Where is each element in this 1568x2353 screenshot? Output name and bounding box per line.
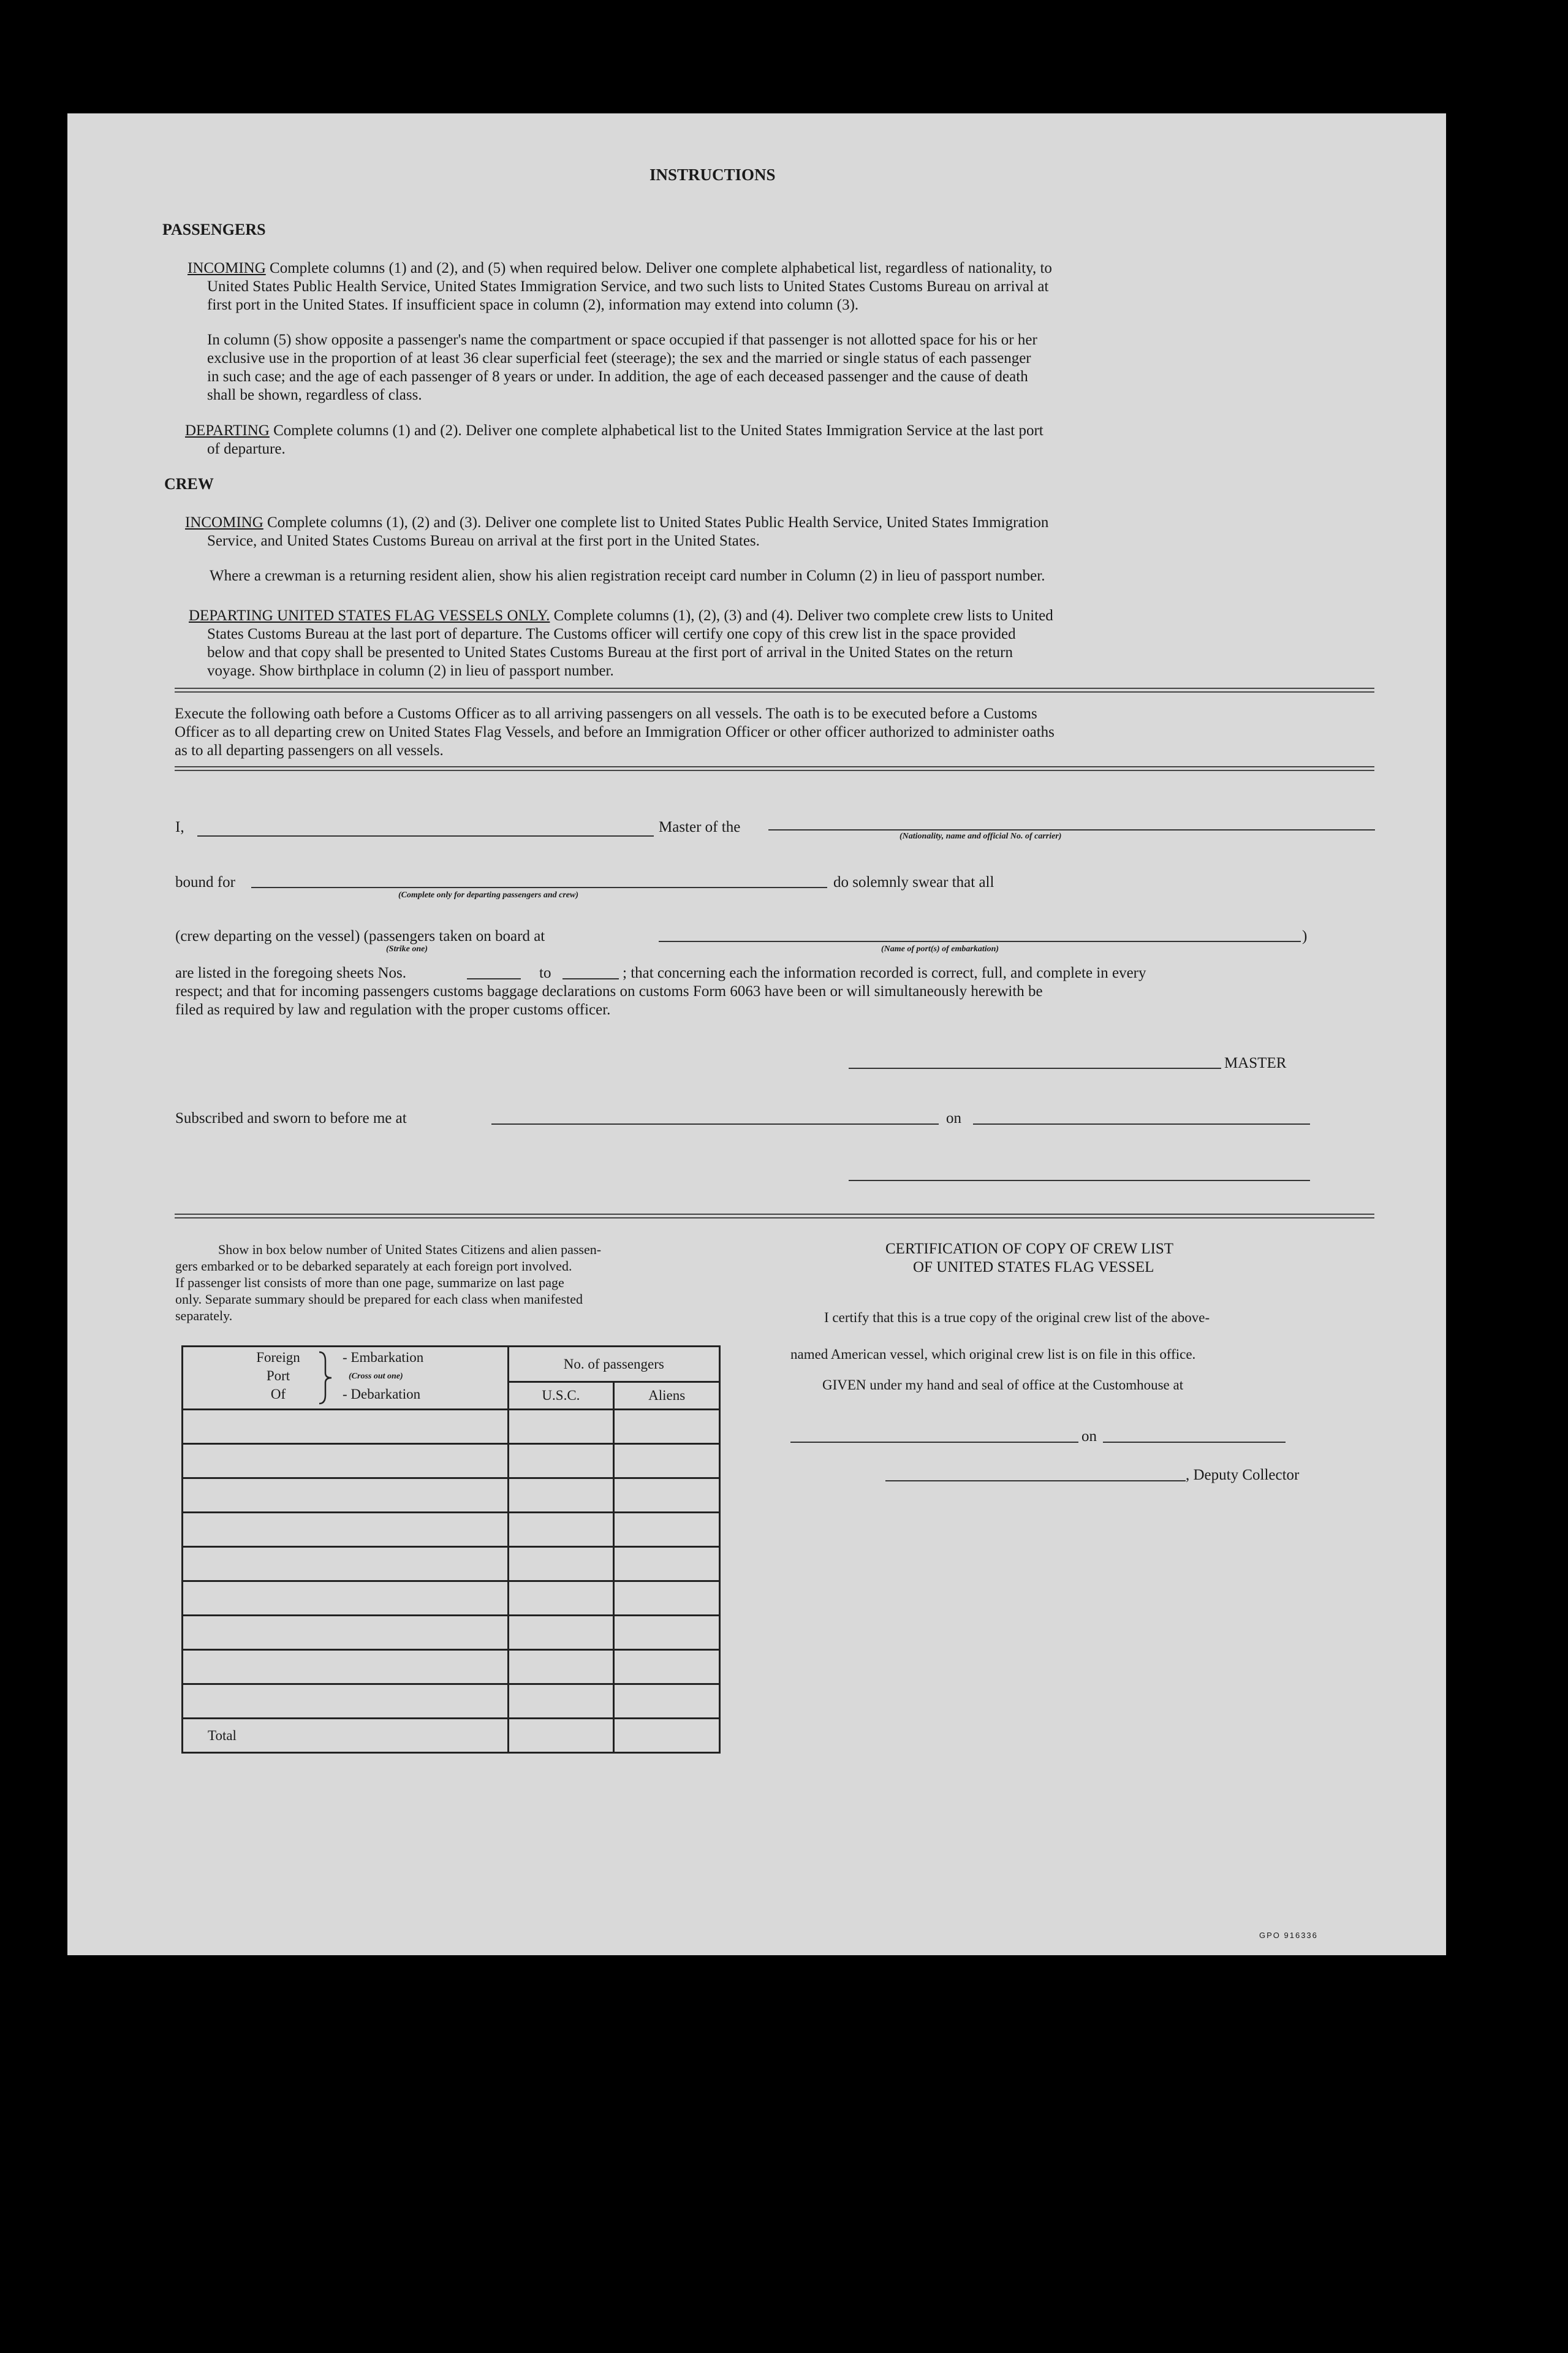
table-row [183,1444,720,1478]
cross-out-hint: (Cross out one) [349,1372,403,1381]
carrier-hint: (Nationality, name and official No. of carrier) [900,832,1062,841]
embarkation-option[interactable]: - Embarkation [343,1350,424,1365]
summary-intro-line-4: only. Separate summary should be prepared for each class when manifested [175,1291,583,1307]
certification-line-2: named American vessel, which original crew list is on file in this office. [790,1347,1196,1362]
certification-on-label: on [1081,1428,1097,1445]
summary-intro-line-2: gers embarked or to be debarked separately at each foreign port involved. [175,1258,572,1274]
table-row [183,1581,720,1616]
certification-date-field[interactable] [1103,1442,1286,1443]
listed-line-3: filed as required by law and regulation with the proper customs officer. [175,1002,611,1018]
gpo-code: GPO 916336 [1259,1931,1318,1940]
column5-line-1: In column (5) show opposite a passenger's name the compartment or space occupied if that passenger is not allotted space for his or her [207,332,1037,348]
total-row [183,1719,720,1753]
deputy-collector-label: , Deputy Collector [1186,1467,1300,1483]
oath-i-label: I, [175,819,184,835]
carrier-field[interactable] [768,829,1375,831]
passengers-incoming-label: INCOMING [187,260,266,276]
table-row [183,1616,720,1650]
crew-departing-line-3: below and that copy shall be presented to United States Customs Bureau at the first port of arrival in the United States on the return [207,644,1013,661]
passengers-departing-line-2: of departure. [207,441,286,457]
summary-intro-line-5: separately. [175,1308,233,1323]
bound-for-label: bound for [175,874,235,891]
summary-intro-line-1: Show in box below number of United States Citizens and alien passen- [218,1242,602,1257]
passengers-incoming-line-2: United States Public Health Service, United States Immigration Service, and two such lists to United States Customs Bureau on arrival at [207,278,1049,295]
certification-heading-2: OF UNITED STATES FLAG VESSEL [913,1259,1154,1275]
usc-header: U.S.C. [508,1382,614,1410]
bound-for-field[interactable] [251,887,827,888]
table-row [183,1478,720,1513]
debarkation-option[interactable]: - Debarkation [343,1386,421,1402]
divider [175,1214,1374,1218]
aliens-header: Aliens [614,1382,720,1410]
listed-to: to [539,965,551,981]
port-header-cell [183,1347,509,1410]
table-row [183,1650,720,1684]
sworn-on-label: on [946,1110,961,1127]
strike-hint: (Strike one) [386,945,428,954]
officer-signature-field[interactable] [849,1180,1310,1181]
sheet-from-field[interactable] [467,978,521,979]
passengers-incoming-line-3: first port in the United States. If insufficient space in column (2), information may extend into column (3). [207,297,859,313]
sworn-place-field[interactable] [491,1123,939,1125]
customhouse-field[interactable] [790,1442,1078,1443]
master-name-field[interactable] [197,835,654,837]
total-label: Total [183,1719,509,1753]
listed-text-1: are listed in the foregoing sheets Nos. [175,965,406,981]
oath-instructions-line-3: as to all departing passengers on all vessels. [175,742,444,759]
brace-icon [317,1351,335,1405]
divider [175,766,1374,771]
close-paren: ) [1302,928,1308,945]
certification-heading-1: CERTIFICATION OF COPY OF CREW LIST [885,1241,1174,1257]
ports-hint: (Name of port(s) of embarkation) [881,945,999,954]
crew-departing-label: DEPARTING UNITED STATES FLAG VESSELS ONLY. [189,607,550,624]
port-header-label: Foreign Port Of [256,1350,300,1402]
form-page [67,113,1446,1955]
crew-incoming-line-1: INCOMING Complete columns (1), (2) and (3). Deliver one complete list to United States Public Health Service, United States Immigration [185,514,1049,531]
strike-text: (crew departing on the vessel) (passengers taken on board at [175,928,545,945]
crew-incoming-label: INCOMING [185,514,263,531]
master-of-the-label: Master of the [659,819,741,835]
table-row [183,1684,720,1719]
passengers-incoming-line-1: INCOMING Complete columns (1) and (2), and (5) when required below. Deliver one complete alphabetical list, regardless of nationality, to [187,260,1052,276]
page-title: INSTRUCTIONS [650,165,776,184]
certification-line-3: GIVEN under my hand and seal of office at the Customhouse at [822,1377,1184,1393]
sworn-date-field[interactable] [973,1123,1310,1125]
summary-intro-line-3: If passenger list consists of more than one page, summarize on last page [175,1275,564,1290]
no-passengers-header: No. of passengers [508,1347,719,1382]
total-usc-cell[interactable] [508,1719,614,1753]
table-row [183,1513,720,1547]
oath-instructions-line-1: Execute the following oath before a Customs Officer as to all arriving passengers on all vessels. The oath is to be executed before a Customs [175,705,1037,722]
crew-departing-line-1: DEPARTING UNITED STATES FLAG VESSELS ONLY. Complete columns (1), (2), (3) and (4). Deliver two complete crew lists to United [189,607,1053,624]
solemnly-swear-text: do solemnly swear that all [833,874,994,891]
table-row [183,1547,720,1581]
certification-line-1: I certify that this is a true copy of the original crew list of the above- [824,1310,1210,1325]
listed-text-2: ; that concerning each the information recorded is correct, full, and complete in every [623,965,1146,981]
passengers-heading: PASSENGERS [162,221,266,238]
passengers-departing-label: DEPARTING [185,422,270,439]
bound-hint: (Complete only for departing passengers and crew) [398,891,578,900]
resident-alien-note: Where a crewman is a returning resident alien, show his alien registration receipt card number in Column (2) in lieu of passport number. [210,568,1045,584]
column5-line-2: exclusive use in the proportion of at least 36 clear superficial feet (steerage); the sex and the married or single status of each passenger [207,350,1031,367]
column5-line-4: shall be shown, regardless of class. [207,387,422,403]
crew-incoming-line-2: Service, and United States Customs Bureau on arrival at the first port in the United States. [207,533,760,549]
total-aliens-cell[interactable] [614,1719,720,1753]
embarkation-ports-field[interactable] [659,941,1301,942]
passenger-summary-table [181,1345,721,1754]
oath-instructions-line-2: Officer as to all departing crew on United States Flag Vessels, and before an Immigration Officer or other officer authorized to administer oaths [175,724,1055,740]
crew-departing-line-4: voyage. Show birthplace in column (2) in lieu of passport number. [207,663,614,679]
subscribed-label: Subscribed and sworn to before me at [175,1110,407,1127]
column5-line-3: in such case; and the age of each passenger of 8 years or under. In addition, the age of each deceased passenger and the cause of death [207,368,1028,385]
master-signature-label: MASTER [1224,1055,1287,1071]
crew-heading: CREW [164,475,214,493]
deputy-signature-field[interactable] [885,1480,1186,1481]
passengers-departing-line-1: DEPARTING Complete columns (1) and (2). Deliver one complete alphabetical list to the United States Immigration Service at the last port [185,422,1043,439]
divider [175,688,1374,693]
sheet-to-field[interactable] [562,978,619,979]
crew-departing-line-2: States Customs Bureau at the last port of departure. The Customs officer will certify one copy of this crew list in the space provided [207,626,1016,642]
listed-line-2: respect; and that for incoming passengers customs baggage declarations on customs Form 6063 have been or will simultaneously herewith be [175,983,1043,1000]
table-row [183,1410,720,1444]
master-signature-field[interactable] [849,1068,1221,1069]
